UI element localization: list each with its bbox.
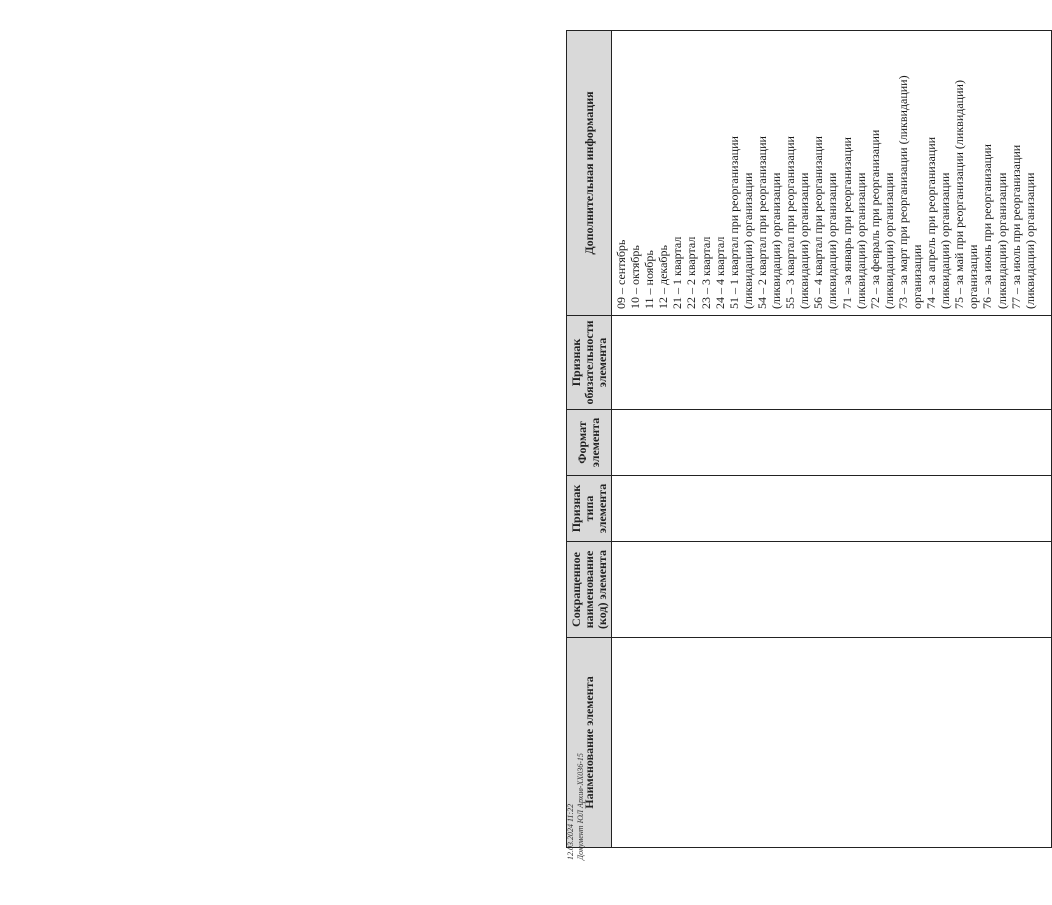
info-line: (ликвидации) организации <box>769 172 784 309</box>
header-short-name: Сокращенное наименование (код) элемента <box>567 542 612 638</box>
cell-short-name <box>612 542 1052 638</box>
info-line: (ликвидации) организации <box>825 172 840 309</box>
info-line: 76 – за июнь при реорганизации <box>980 144 995 309</box>
cell-format <box>612 410 1052 476</box>
cell-element-name <box>612 638 1052 848</box>
document-stamp <box>566 700 606 860</box>
cell-type <box>612 476 1052 542</box>
header-additional-info: Дополнительная информация <box>567 31 612 316</box>
info-line: 21 – 1 квартал <box>670 236 685 309</box>
stamp-line-1: 12.03.2024 11:22 <box>566 803 575 860</box>
info-line: 23 – 3 квартал <box>698 236 713 309</box>
info-line: (ликвидации) организации <box>740 172 755 309</box>
stamp-line-2: Документ ЮЛ Архив-XX036-15 <box>576 753 585 860</box>
info-line: 56 – 4 квартал при реорганизации <box>811 136 826 309</box>
info-line: 75 – за май при реорганизации (ликвидации) <box>952 80 967 309</box>
info-line: организации <box>966 244 981 309</box>
info-line: (ликвидации) организации <box>994 172 1009 309</box>
document-table <box>566 30 1052 848</box>
info-line: (ликвидации) организации <box>938 172 953 309</box>
info-line: 24 – 4 квартал <box>712 236 727 309</box>
table-row <box>612 31 1052 848</box>
additional-info-list <box>612 31 1037 315</box>
info-line: 74 – за апрель при реорганизации <box>924 136 939 309</box>
cell-additional-info <box>612 31 1052 316</box>
info-line: организации <box>909 244 924 309</box>
info-line: 72 – за февраль при реорганизации <box>867 129 882 309</box>
info-line: 09 – сентябрь <box>614 239 628 309</box>
info-line: 77 – за июль при реорганизации <box>1008 144 1023 309</box>
header-element-name: Наименование элемента <box>567 638 612 848</box>
info-line: (ликвидации) организации <box>881 172 896 309</box>
info-line: 73 – за март при реорганизации (ликвидации) <box>895 75 910 309</box>
info-line: 12 – декабрь <box>656 245 671 309</box>
cell-mandatory <box>612 316 1052 410</box>
info-line: (ликвидации) организации <box>1022 172 1037 309</box>
info-line: 54 – 2 квартал при реорганизации <box>754 136 769 309</box>
rotated-table-inner <box>566 31 1052 848</box>
info-line: (ликвидации) организации <box>853 172 868 309</box>
info-line: 71 – за январь при реорганизации <box>839 137 854 309</box>
info-line: 11 – ноябрь <box>642 250 657 309</box>
header-mandatory: Признак обязательности элемента <box>567 316 612 410</box>
info-line: (ликвидации) организации <box>797 172 812 309</box>
info-line: 55 – 3 квартал при реорганизации <box>783 136 798 309</box>
stamp-text <box>566 700 606 860</box>
info-line: 22 – 2 квартал <box>684 236 699 309</box>
header-type: Признак типа элемента <box>567 476 612 542</box>
info-line: 10 – октябрь <box>628 245 643 309</box>
header-format: Формат элемента <box>567 410 612 476</box>
info-line: 51 – 1 квартал при реорганизации <box>726 136 741 309</box>
